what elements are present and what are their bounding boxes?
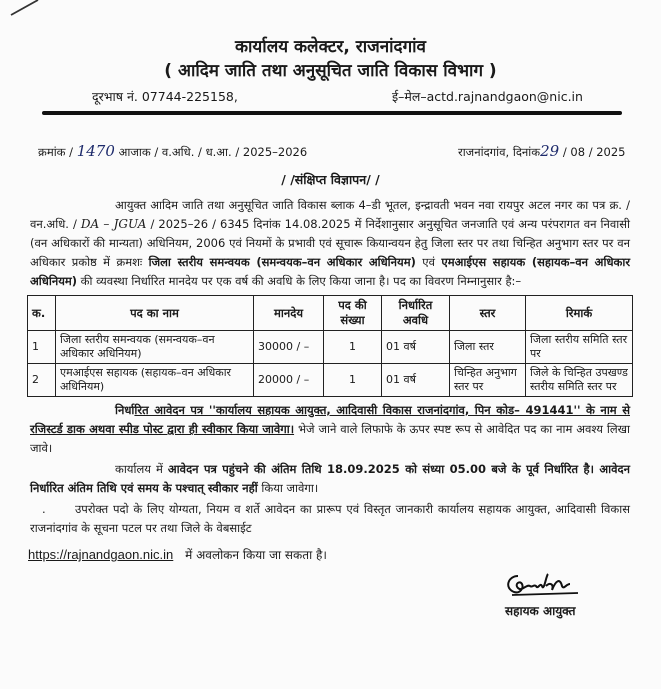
corner-pen-mark: [8, 0, 48, 20]
phone-number: दूरभाष नं. 07744-225158,: [92, 89, 238, 104]
cell-level: जिला स्तर: [450, 331, 526, 364]
paragraph-application: [30, 401, 630, 458]
cell-sno: 2: [28, 364, 56, 397]
reference-date: [458, 140, 626, 163]
date-suffix: / 08 / 2025: [562, 145, 626, 159]
reference-prefix: क्रमांक /: [38, 145, 74, 159]
col-header-level: स्तर: [450, 296, 526, 331]
col-header-post-count: पद की संख्या: [324, 296, 382, 331]
table-row: [28, 331, 633, 364]
col-header-duration: निर्धारित अवधि: [382, 296, 450, 331]
deadline-text-2: किया जावेगा।: [261, 481, 319, 495]
cell-duration: 01 वर्ष: [382, 331, 450, 364]
signature-block: [500, 566, 620, 624]
deadline-text-1: कार्यालय में: [115, 462, 163, 476]
date-prefix: राजनांदगांव, दिनांक: [458, 145, 541, 159]
col-header-remark: रिमार्क: [526, 296, 633, 331]
cell-honorarium: 30000 / –: [254, 331, 324, 364]
post-2-name: एमआईएस सहायक (सहायक–वन अधिकार अधिनियम): [30, 255, 631, 288]
col-header-post-name: पद का नाम: [56, 296, 254, 331]
paragraph-info: [30, 500, 630, 538]
posts-table: [27, 295, 633, 397]
table-row: [28, 364, 633, 397]
handwritten-day: 29: [540, 142, 560, 160]
post-1-name: जिला स्तरीय समन्वयक (समन्वयक–वन अधिकार अधिनियम): [148, 255, 416, 269]
envelope-note: भेजे जाने वाले लिफाफे के ऊपर स्पष्ट रूप से आवेदित पद का नाम अवश्य लिखा जावे।: [30, 422, 630, 455]
intro-text-2: / 2025–26 / 6345 दिनांक 14.08.2025 में निर्देशानुसार अनुसूचित जनजाति एवं अन्य परंपरागत वन निवासी (वन अधिकारों की मान्यता) अधिनियम, 2006 एवं नियमों के प्रभावी एवं सूचारू कियान्वयन हेतु जिला स्तर पर तथा चिन्हित अनुभाग स्तर पर वन अधिकार प्रकोष्ठ में क्रमशः: [30, 217, 631, 269]
info-text: उपरोक्त पदो के लिए योग्यता, नियम व शर्ते आवेदन का प्रारूप एवं विस्तृत जानकारी कार्यालय सहायक आयुक्त, आदिवासी विकास राजनांदगांव के सूचना पटल पर तथा जिले के वेबसाईट: [30, 502, 630, 535]
intro-text-3: एवं: [422, 255, 435, 269]
email-address: ई–मेल–actd.rajnandgaon@nic.in: [392, 89, 583, 104]
bullet-dot: .: [42, 502, 46, 516]
notice-body: [0, 170, 661, 624]
cell-honorarium: 20000 / –: [254, 364, 324, 397]
cell-post-name: एमआईएस सहायक (सहायक–वन अधिकार अधिनियम): [56, 364, 254, 397]
application-lead: निर्धा: [115, 403, 135, 417]
contact-line: [92, 88, 612, 106]
office-title: कार्यालय कलेक्टर, राजनांदगांव: [234, 37, 427, 57]
department-title: ( आदिम जाति तथा अनुसूचित जाति विकास विभाग ): [164, 61, 497, 81]
letter-ref-code: DA – JGUA: [80, 217, 147, 231]
handwritten-number: 1470: [76, 142, 115, 160]
paragraph-intro: [30, 196, 630, 291]
cell-sno: 1: [28, 331, 56, 364]
signatory-title: सहायक आयुक्त: [505, 604, 576, 618]
col-header-sno: क.: [28, 296, 56, 331]
application-instructions: रित आवेदन पत्र ''कार्यालय सहायक आयुक्त, आदिवासी विकास राजनांदगांव, पिन कोड– 491441'' के नाम से रजिस्टर्ड डाक अथवा स्पीड पोस्ट द्वारा ही स्वीकार किया जावेगा।: [30, 403, 630, 436]
cell-post-count: 1: [324, 364, 382, 397]
reference-suffix: आजाक / व.अधि. / ध.आ. / 2025–2026: [118, 145, 308, 159]
signature: [500, 566, 590, 600]
cell-duration: 01 वर्ष: [382, 364, 450, 397]
cell-post-name: जिला स्तरीय समन्वयक (समन्वयक–वन अधिकार अधिनियम): [56, 331, 254, 364]
website-link[interactable]: https://rajnandgaon.nic.in: [28, 547, 174, 562]
website-line: [28, 546, 661, 564]
cell-post-count: 1: [324, 331, 382, 364]
header-divider: [42, 111, 622, 115]
paragraph-deadline: [30, 460, 630, 498]
reference-line: [38, 140, 628, 162]
intro-text-4: की व्यवस्था निर्धारित मानदेय पर एक वर्ष की अवधि के लिए किया जाना है। पद का विवरण निम्नानुसार है:–: [80, 274, 522, 288]
deadline-details: आवेदन पत्र पहुंचने की अंतिम तिथि 18.09.2025 को संध्या 05.00 बजे के पूर्व निर्धारित है। आवेदन निर्धारित अंतिम तिथि एवं समय के पश्चात् स्वीकार नहीं: [30, 462, 630, 495]
notice-heading: / /संक्षिप्त विज्ञापन/ /: [281, 172, 380, 187]
cell-remark: जिले के चिन्हित उपखण्ड स्तरीय समिति स्तर पर: [526, 364, 633, 397]
website-text: में अवलोकन किया जा सकता है।: [185, 548, 327, 562]
col-header-honorarium: मानदेय: [254, 296, 324, 331]
reference-number: [38, 140, 307, 163]
cell-remark: जिला स्तरीय समिति स्तर पर: [526, 331, 633, 364]
table-header-row: [28, 296, 633, 331]
intro-text-1: आयुक्त आदिम जाति तथा अनुसूचित जाति विकास ब्लाक 4–डी भूतल, इन्द्रावती भवन नवा रायपुर अटल नगर का पत्र क्र. / वन.अधि. /: [30, 198, 630, 231]
cell-level: चिन्हित अनुभाग स्तर पर: [450, 364, 526, 397]
